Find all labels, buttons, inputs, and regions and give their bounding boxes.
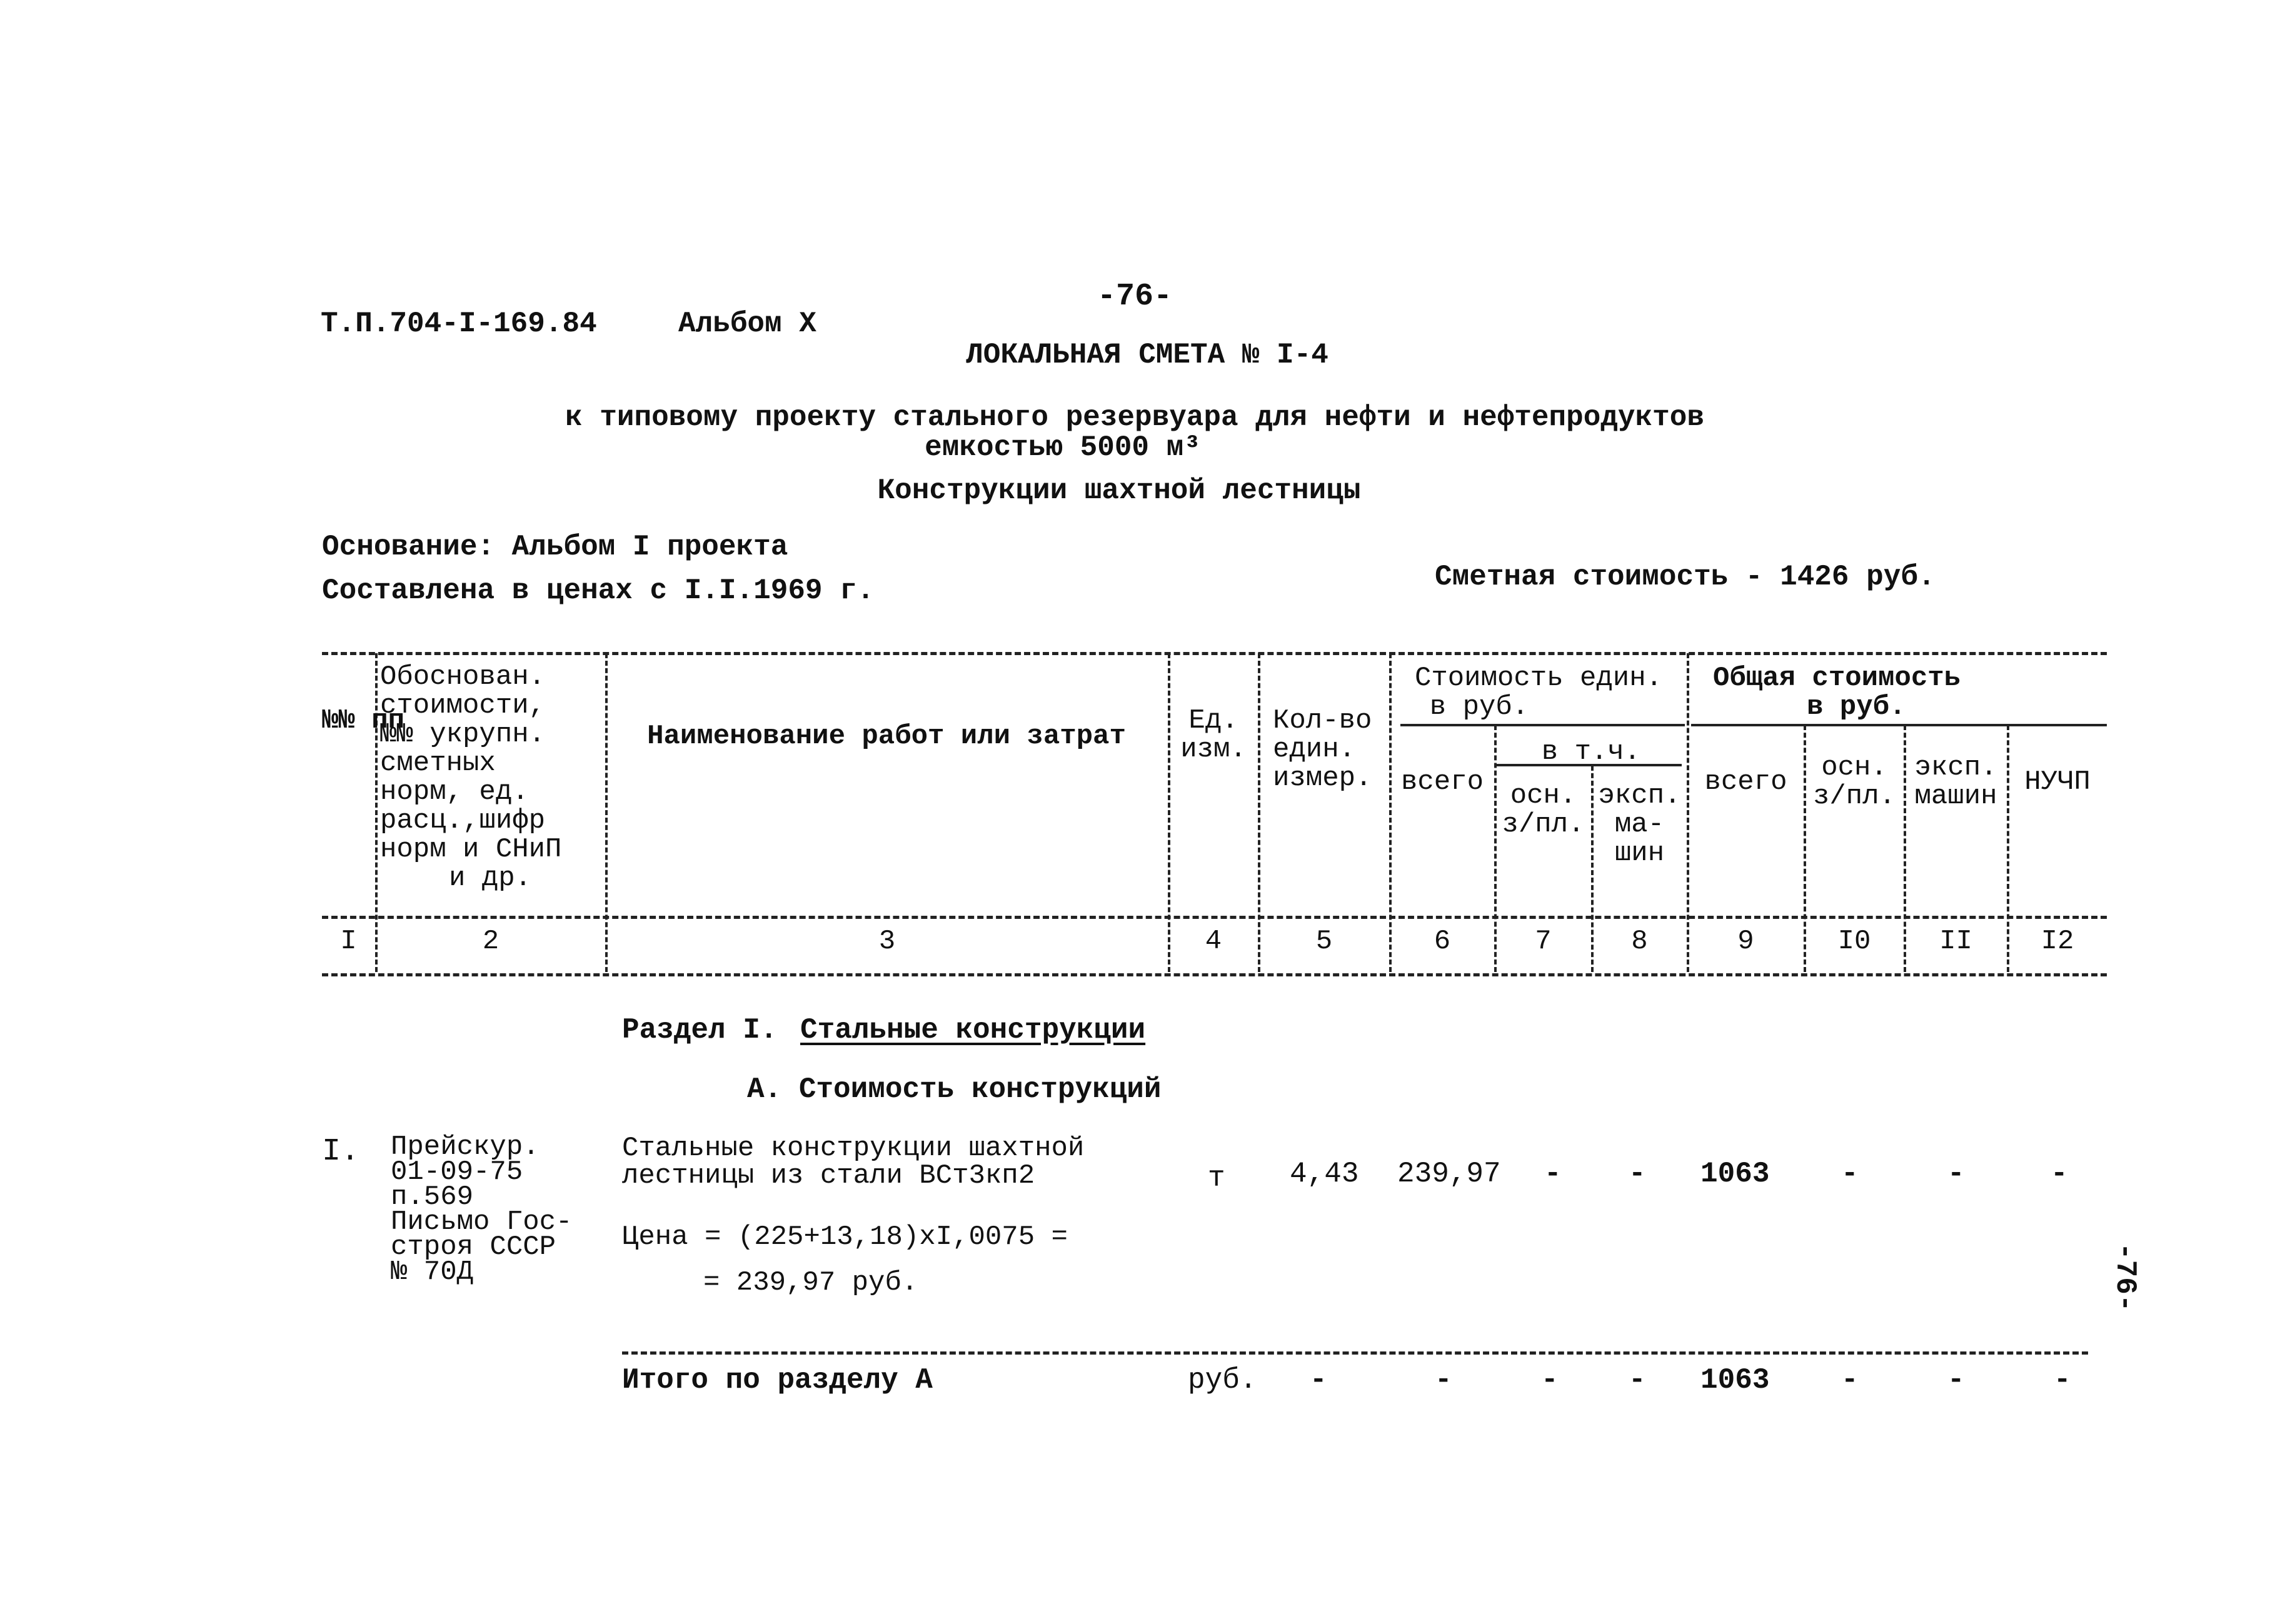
row-unit: т [1208, 1162, 1225, 1195]
col-number: 8 [1631, 926, 1648, 957]
header-col-2-line: сметных [380, 748, 496, 779]
col-number: I0 [1837, 926, 1871, 957]
row-col-8: - [1629, 1158, 1646, 1190]
basis-line: Основание: Альбом I проекта [322, 531, 788, 563]
row-basis-line: п.569 [391, 1181, 474, 1213]
col-number: 2 [482, 926, 500, 957]
header-col-10-line: з/пл. [1812, 781, 1896, 812]
row-basis [391, 1131, 573, 1288]
header-col-5-line: Кол-во [1273, 705, 1372, 736]
header-col-7 [1495, 781, 1591, 839]
total-unit: руб. [1188, 1364, 1257, 1396]
header-col-4 [1169, 706, 1258, 764]
header-col-5 [1259, 706, 1389, 793]
page-number: -76- [1097, 279, 1173, 314]
col-rule [605, 653, 608, 972]
total-top-rule [622, 1351, 2088, 1355]
header-total-cost-group [1688, 664, 2107, 721]
total-col-11: - [1947, 1364, 1965, 1396]
col-number: 3 [878, 926, 896, 957]
row-total: 1063 [1700, 1158, 1770, 1190]
album-label: Альбом X [678, 308, 816, 340]
col-number: 9 [1737, 926, 1754, 957]
row-number: I. [322, 1134, 360, 1170]
header-group-line: Общая стоимость [1713, 663, 1961, 694]
header-group-line: Стоимость един. [1414, 663, 1663, 694]
total-col-5: - [1310, 1364, 1327, 1396]
header-col-8-line: эксп. [1598, 780, 1681, 811]
total-label: Итого по разделу А [622, 1364, 933, 1396]
estimated-cost: Сметная стоимость - 1426 руб. [1435, 561, 1936, 593]
row-basis-line: 01-09-75 [391, 1156, 523, 1188]
row-col-7: - [1544, 1158, 1562, 1190]
header-bottom-rule [322, 916, 2107, 919]
price-formula: Цена = (225+13,18)хI,0075 = [622, 1221, 1068, 1253]
header-group-line: в руб. [1807, 691, 1906, 723]
row-qty: 4,43 [1290, 1158, 1359, 1190]
header-col-11-line: машин [1914, 781, 1997, 812]
header-col-8-line: шин [1614, 838, 1665, 869]
col-number: 6 [1434, 926, 1451, 957]
header-col-11 [1905, 753, 2007, 811]
header-col-10 [1805, 753, 1904, 811]
col-number: I2 [2041, 926, 2074, 957]
header-col-10-line: осн. [1821, 752, 1887, 783]
row-unit-cost: 239,97 [1397, 1158, 1501, 1190]
prices-line: Составлена в ценах с I.I.1969 г. [322, 574, 875, 607]
header-col-2-line: норм, ед. [380, 776, 529, 808]
subtitle-line-3: Конструкции шахтной лестницы [877, 474, 1361, 507]
total-col-7: - [1541, 1364, 1559, 1396]
header-col-11-line: эксп. [1914, 752, 1997, 783]
total-col-6: - [1435, 1364, 1452, 1396]
header-col-7-line: осн. [1510, 780, 1577, 811]
col-number: I [340, 926, 357, 957]
document-code: Т.П.704-I-169.84 [321, 308, 597, 340]
estimate-title: ЛОКАЛЬНАЯ СМЕТА № I-4 [966, 339, 1328, 371]
col-number: 4 [1205, 926, 1222, 957]
row-basis-line: № 70Д [391, 1256, 474, 1288]
row-name-line: лестницы из стали ВСт3кп2 [622, 1160, 1035, 1191]
col-rule [1168, 653, 1170, 972]
col-rule [375, 653, 378, 972]
header-col-1: №№ пп [322, 705, 405, 736]
total-cost-divider [1691, 724, 2107, 726]
header-col-8-line: ма- [1614, 809, 1665, 840]
row-name-line: Стальные конструкции шахтной [622, 1133, 1085, 1164]
total-col-12: - [2054, 1364, 2071, 1396]
subtitle-line-2: емкостью 5000 м³ [925, 431, 1201, 464]
subsection-title: А. Стоимость конструкций [747, 1073, 1162, 1106]
total-col-9: 1063 [1700, 1364, 1770, 1396]
col-number: 5 [1315, 926, 1333, 957]
header-col-2-line: и др. [449, 863, 532, 894]
header-col-4-line: Ед. [1188, 705, 1238, 736]
header-group-line: в руб. [1429, 691, 1529, 723]
numbers-bottom-rule [322, 973, 2107, 976]
table-top-rule [322, 652, 2107, 655]
row-col-10: - [1841, 1158, 1859, 1190]
unit-cost-divider [1400, 724, 1685, 726]
price-result: = 239,97 руб. [703, 1267, 918, 1298]
row-basis-line: строя СССР [391, 1231, 556, 1263]
total-col-8: - [1629, 1364, 1646, 1396]
header-unit-cost-group [1390, 664, 1687, 721]
subtitle-line-1: к типовому проекту стального резервуара для нефти и нефтепродуктов [565, 401, 1704, 434]
col-number: II [1939, 926, 1972, 957]
header-col-5-line: един. [1273, 734, 1356, 765]
section-title: Стальные конструкции [800, 1014, 1146, 1046]
header-col-2-line: стоимости, [380, 690, 546, 721]
row-col-12: - [2051, 1158, 2068, 1190]
header-col-12: НУЧП [2024, 766, 2091, 798]
section-prefix: Раздел I. [622, 1014, 778, 1046]
col-rule [1258, 653, 1260, 972]
header-col-4-line: изм. [1180, 734, 1247, 765]
header-col-7-line: з/пл. [1502, 809, 1585, 840]
row-col-11: - [1947, 1158, 1965, 1190]
header-col-2 [380, 663, 605, 893]
row-basis-line: Письмо Гос- [391, 1206, 573, 1238]
header-col-9: всего [1704, 766, 1787, 798]
header-incl: в т.ч. [1541, 736, 1641, 768]
header-col-3: Наименование работ или затрат [647, 721, 1126, 752]
header-col-2-line: норм и СНиП [380, 834, 562, 865]
total-col-10: - [1841, 1364, 1859, 1396]
header-col-2-line: расц.,шифр [380, 805, 546, 836]
header-col-2-line: Обоснован. [380, 661, 546, 693]
row-name [622, 1135, 1084, 1190]
header-col-8 [1592, 781, 1687, 868]
header-col-2-line: №№ укрупн. [380, 719, 546, 750]
row-basis-line: Прейскур. [391, 1131, 540, 1163]
col-number: 7 [1535, 926, 1552, 957]
header-col-5-line: измер. [1273, 763, 1372, 794]
header-col-6: всего [1400, 766, 1484, 798]
margin-page-number: -76- [2109, 1243, 2141, 1312]
